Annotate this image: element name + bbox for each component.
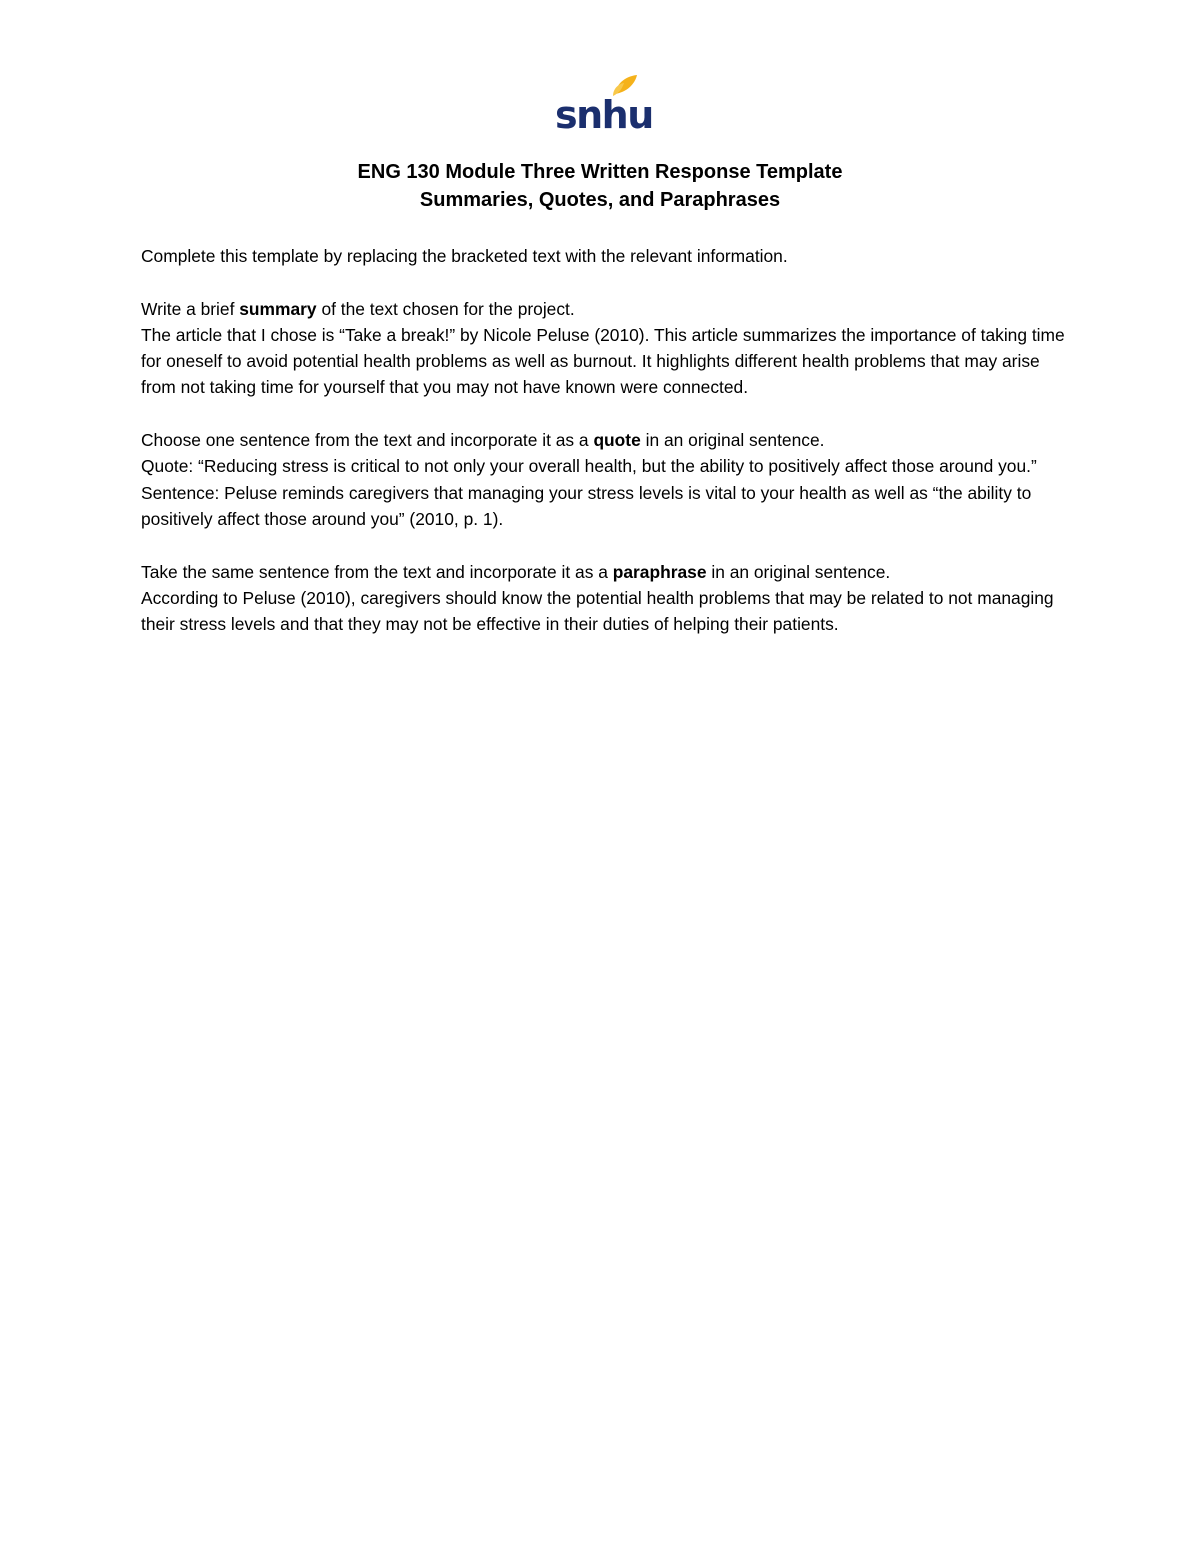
summary-prompt-before: Write a brief — [141, 298, 240, 319]
paraphrase-response: According to Peluse (2010), caregivers should know the potential health problems that may be related to not managing their stress levels and that they may not be effective in their duties of helping their patients. — [141, 587, 1054, 635]
title-line-1: ENG 130 Module Three Written Response Template — [357, 161, 843, 183]
document-body — [141, 243, 1066, 637]
quote-prompt-after: in an original sentence. — [640, 430, 825, 451]
quote-sentence: Sentence: Peluse reminds caregivers that managing your stress levels is vital to your health as well as “the ability to positively affect those around you” (2010, p. 1). — [141, 482, 1032, 529]
summary-keyword: summary — [239, 298, 317, 319]
quote-prompt — [141, 427, 1066, 453]
quote-keyword: quote — [593, 430, 641, 451]
summary-prompt-after: of the text chosen for the project. — [316, 298, 575, 319]
summary-prompt — [141, 296, 1066, 322]
title-line-2: Summaries, Quotes, and Paraphrases — [419, 189, 781, 211]
snhu-logo — [553, 72, 653, 137]
quote-text: Quote: “Reducing stress is critical to not only your overall health, but the ability to positively affect those around you.” — [141, 456, 1037, 477]
snhu-logo-graphic — [553, 72, 653, 137]
paraphrase-keyword: paraphrase — [612, 561, 707, 582]
summary-response: The article that I chose is “Take a break!” by Nicole Peluse (2010). This article summarizes the importance of taking time for oneself to avoid potential health problems as well as burnout. It highlights different health problems that may arise from not taking time for yourself that you may not have known were connected. — [141, 324, 1065, 398]
paraphrase-prompt — [141, 559, 1066, 585]
quote-prompt-before: Choose one sentence from the text and incorporate it as a — [141, 430, 594, 451]
snhu-logo-text: snhu — [555, 93, 653, 137]
instructions-paragraph: Complete this template by replacing the bracketed text with the relevant information. — [141, 246, 788, 266]
paraphrase-prompt-before: Take the same sentence from the text and incorporate it as a — [141, 561, 613, 582]
document-title — [0, 158, 1200, 214]
paraphrase-prompt-after: in an original sentence. — [706, 561, 891, 582]
